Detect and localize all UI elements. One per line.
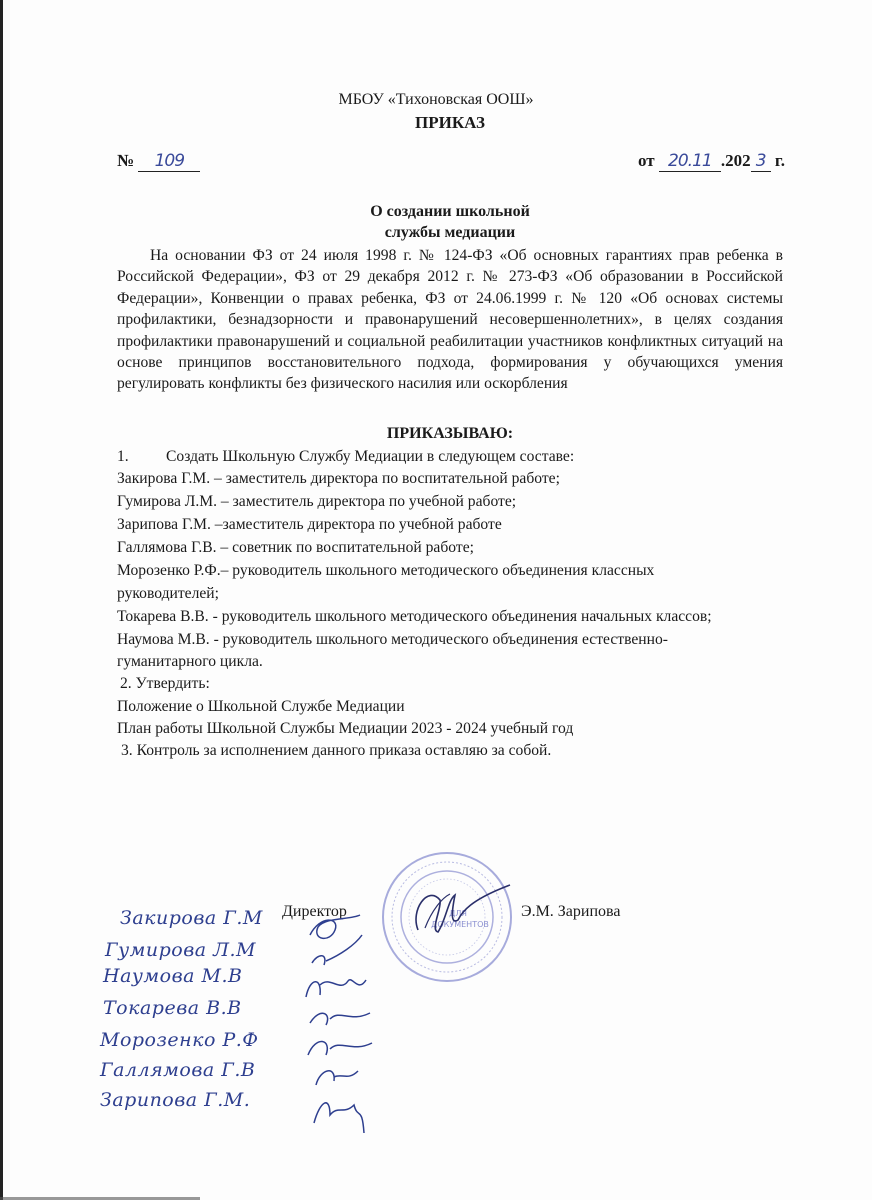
item-1-text: Создать Школьную Службу Медиации в следующем составе: <box>166 448 575 465</box>
initial-mark <box>316 1071 358 1085</box>
member-line: руководителей; <box>117 585 219 602</box>
date-year-prefix: .202 <box>720 151 751 170</box>
initial-mark <box>306 980 366 997</box>
ack-name: Закирова Г.М <box>120 907 263 929</box>
ack-name: Гумирова Л.М <box>105 939 256 961</box>
date-suffix: г. <box>774 151 785 170</box>
initial-mark <box>308 1041 372 1055</box>
member-line: Наумова М.В. - руководитель школьного методического объединения естественно- <box>117 631 668 648</box>
initial-mark <box>312 935 362 965</box>
director-title: Директор <box>282 903 347 920</box>
stamp-center-text-1: ДЛЯ <box>449 909 467 918</box>
number-label: № <box>117 151 135 170</box>
date-year-digit: 3 <box>751 151 771 172</box>
director-name: Э.М. Зарипова <box>521 903 621 920</box>
stamp-inner-ring <box>401 871 493 963</box>
order-date <box>638 151 785 172</box>
approved-document: План работы Школьной Службы Медиации 2023 - 2024 учебный год <box>117 720 574 737</box>
member-line: Закирова Г.М. – заместитель директора по воспитательной работе; <box>117 470 560 487</box>
order-number <box>117 151 200 172</box>
approved-document: Положение о Школьной Службе Медиации <box>117 698 405 715</box>
ack-name: Галлямова Г.В <box>100 1059 256 1081</box>
member-line: Морозенко Р.Ф.– руководитель школьного методического объединения классных <box>117 562 655 579</box>
member-line: Гумирова Л.М. – заместитель директора по учебной работе; <box>117 493 517 510</box>
member-line: Галлямова Г.В. – советник по воспитательной работе; <box>117 539 474 556</box>
ack-name: Зарипова Г.М. <box>100 1089 251 1111</box>
item-1-number: 1. <box>117 448 129 465</box>
date-prefix: от <box>638 151 655 170</box>
member-line: гуманитарного цикла. <box>117 653 263 670</box>
ack-name: Морозенко Р.Ф <box>100 1029 259 1051</box>
organization-name: МБОУ «Тихоновская ООШ» <box>338 91 534 108</box>
subject-line-2: службы медиации <box>384 224 516 241</box>
document-type: ПРИКАЗ <box>415 113 485 132</box>
initial-mark <box>314 1103 364 1133</box>
subject-line-1: О создании школьной <box>370 203 530 220</box>
member-line: Токарева В.В. - руководитель школьного методического объединения начальных классов; <box>117 608 712 625</box>
number-value: 109 <box>138 151 200 172</box>
member-line: Зарипова Г.М. –заместитель директора по учебной работе <box>117 516 502 533</box>
preamble-paragraph: На основании ФЗ от 24 июля 1998 г. № 124-ФЗ «Об основных гарантиях прав ребенка в Российской Федерации», ФЗ от 29 декабря 2012 г. № 273-ФЗ «Об образовании в Российской Федерации», Конвенции о правах ребенка, ФЗ от 24.06.1999 г. № 120 «Об основах системы профилактики, безнадзорности и правонарушений несовершеннолетних», в целях создания профилактики правонарушений и социальной реабилитации участников конфликтных ситуаций на основе принципов восстановительного подхода, формирования у обучающихся умения регулировать конфликты без физического насилия или оскорбления <box>117 247 783 393</box>
initial-mark <box>310 915 360 938</box>
scan-edge-left <box>0 0 3 1200</box>
item-2-text: 2. Утвердить: <box>120 675 210 692</box>
acknowledgement-signatures <box>100 905 400 1145</box>
ack-name: Токарева В.В <box>103 997 242 1019</box>
orders-heading: ПРИКАЗЫВАЮ: <box>386 425 514 442</box>
date-value: 20.11 <box>659 151 721 172</box>
stamp-center-text-2: ДОКУМЕНТОВ <box>431 920 489 929</box>
initial-mark <box>310 1013 370 1025</box>
stamp-inner-text-ring <box>409 879 485 955</box>
ack-name: Наумова М.В <box>103 965 243 987</box>
item-3-text: 3. Контроль за исполнением данного приказа оставляю за собой. <box>121 742 552 759</box>
ack-initials <box>300 905 410 1145</box>
